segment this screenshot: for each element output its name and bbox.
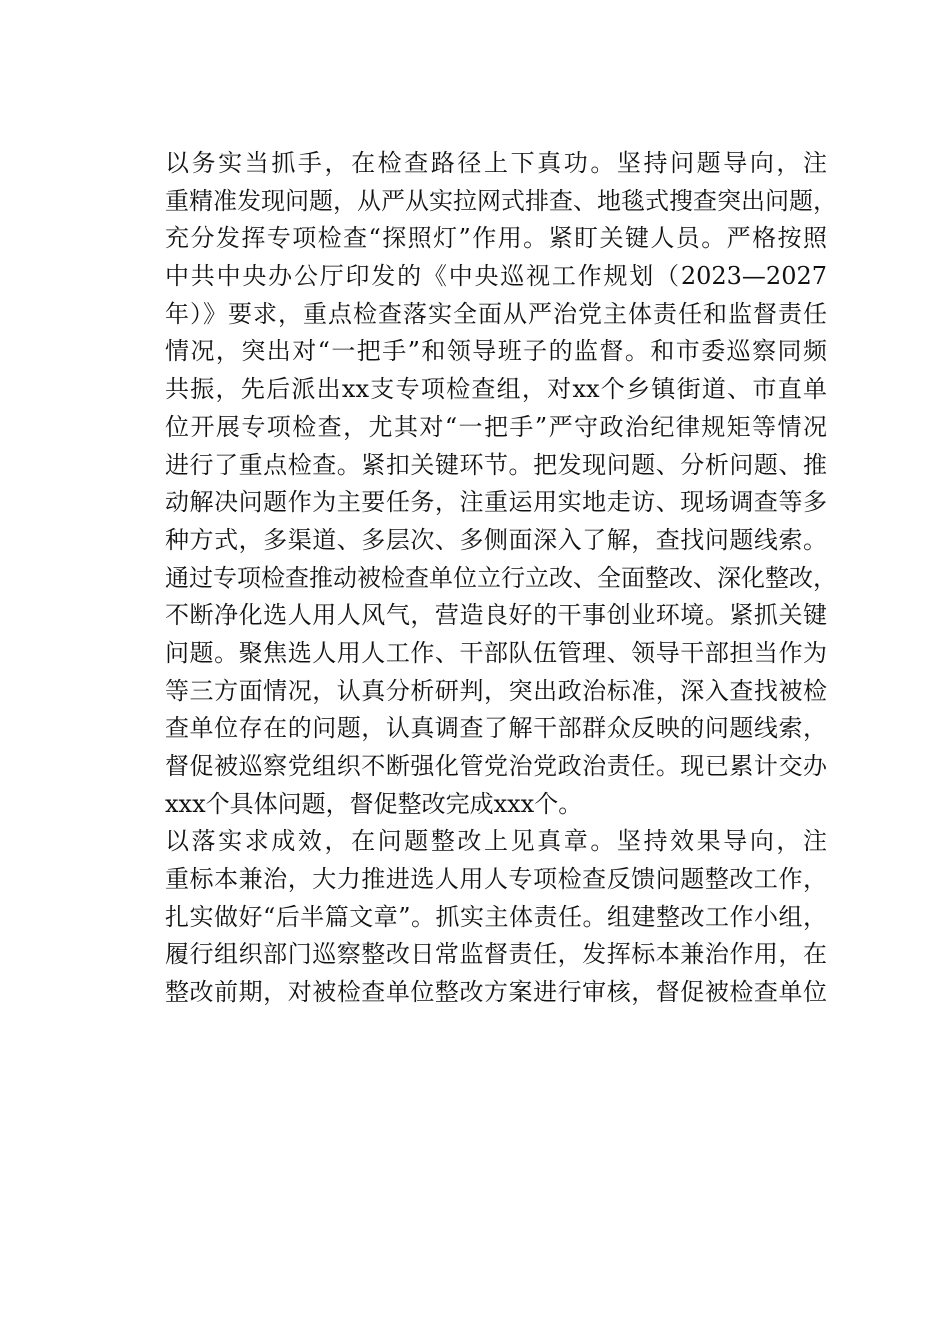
paragraph-line: 重精准发现问题，从严从实拉网式排查、地毯式搜查突出问题， [165, 186, 837, 215]
paragraph-2 [117, 823, 827, 1011]
paragraph-line: 履行组织部门巡察整改日常监督责任，发挥标本兼治作用，在 [165, 940, 827, 969]
paragraph-line: 位开展专项检查，尤其对“一把手”严守政治纪律规矩等情况 [165, 412, 827, 441]
paragraph-line: 整改前期，对被检查单位整改方案进行审核，督促被检查单位 [165, 978, 827, 1007]
paragraph-line: 查单位存在的问题，认真调查了解干部群众反映的问题线索， [165, 714, 827, 743]
paragraph-line: 通过专项检查推动被检查单位立行立改、全面整改、深化整改， [165, 563, 837, 592]
paragraph-line: 共振，先后派出xx支专项检查组，对xx个乡镇街道、市直单 [165, 375, 827, 404]
paragraph-line: 不断净化选人用人风气，营造良好的干事创业环境。紧抓关键 [165, 601, 827, 630]
paragraph-line: 充分发挥专项检查“探照灯”作用。紧盯关键人员。严格按照 [165, 224, 827, 253]
paragraph-line: 进行了重点检查。紧扣关键环节。把发现问题、分析问题、推 [165, 450, 827, 479]
paragraph-line: 问题。聚焦选人用人工作、干部队伍管理、领导干部担当作为 [165, 638, 827, 667]
paragraph-line: 以落实求成效，在问题整改上见真章。坚持效果导向，注 [165, 827, 827, 856]
paragraph-line: xxx个具体问题，督促整改完成xxx个。 [165, 789, 583, 818]
paragraph-line: 重标本兼治，大力推进选人用人专项检查反馈问题整改工作， [165, 865, 827, 894]
paragraph-1 [117, 145, 837, 823]
paragraph-line: 情况，突出对“一把手”和领导班子的监督。和市委巡察同频 [165, 337, 827, 366]
paragraph-line: 扎实做好“后半篇文章”。抓实主体责任。组建整改工作小组， [165, 902, 827, 931]
paragraph-line: 中共中央办公厅印发的《中央巡视工作规划（2023—2027 [165, 262, 827, 291]
paragraph-line: 等三方面情况，认真分析研判，突出政治标准，深入查找被检 [165, 676, 827, 705]
document-body [117, 145, 837, 1012]
paragraph-line: 动解决问题作为主要任务，注重运用实地走访、现场调查等多 [165, 488, 827, 517]
paragraph-line: 种方式，多渠道、多层次、多侧面深入了解，查找问题线索。 [165, 525, 827, 554]
paragraph-line: 以务实当抓手，在检查路径上下真功。坚持问题导向，注 [165, 149, 827, 177]
paragraph-line: 年）》要求，重点检查落实全面从严治党主体责任和监督责任 [165, 299, 827, 328]
paragraph-line: 督促被巡察党组织不断强化管党治党政治责任。现已累计交办 [165, 752, 827, 780]
